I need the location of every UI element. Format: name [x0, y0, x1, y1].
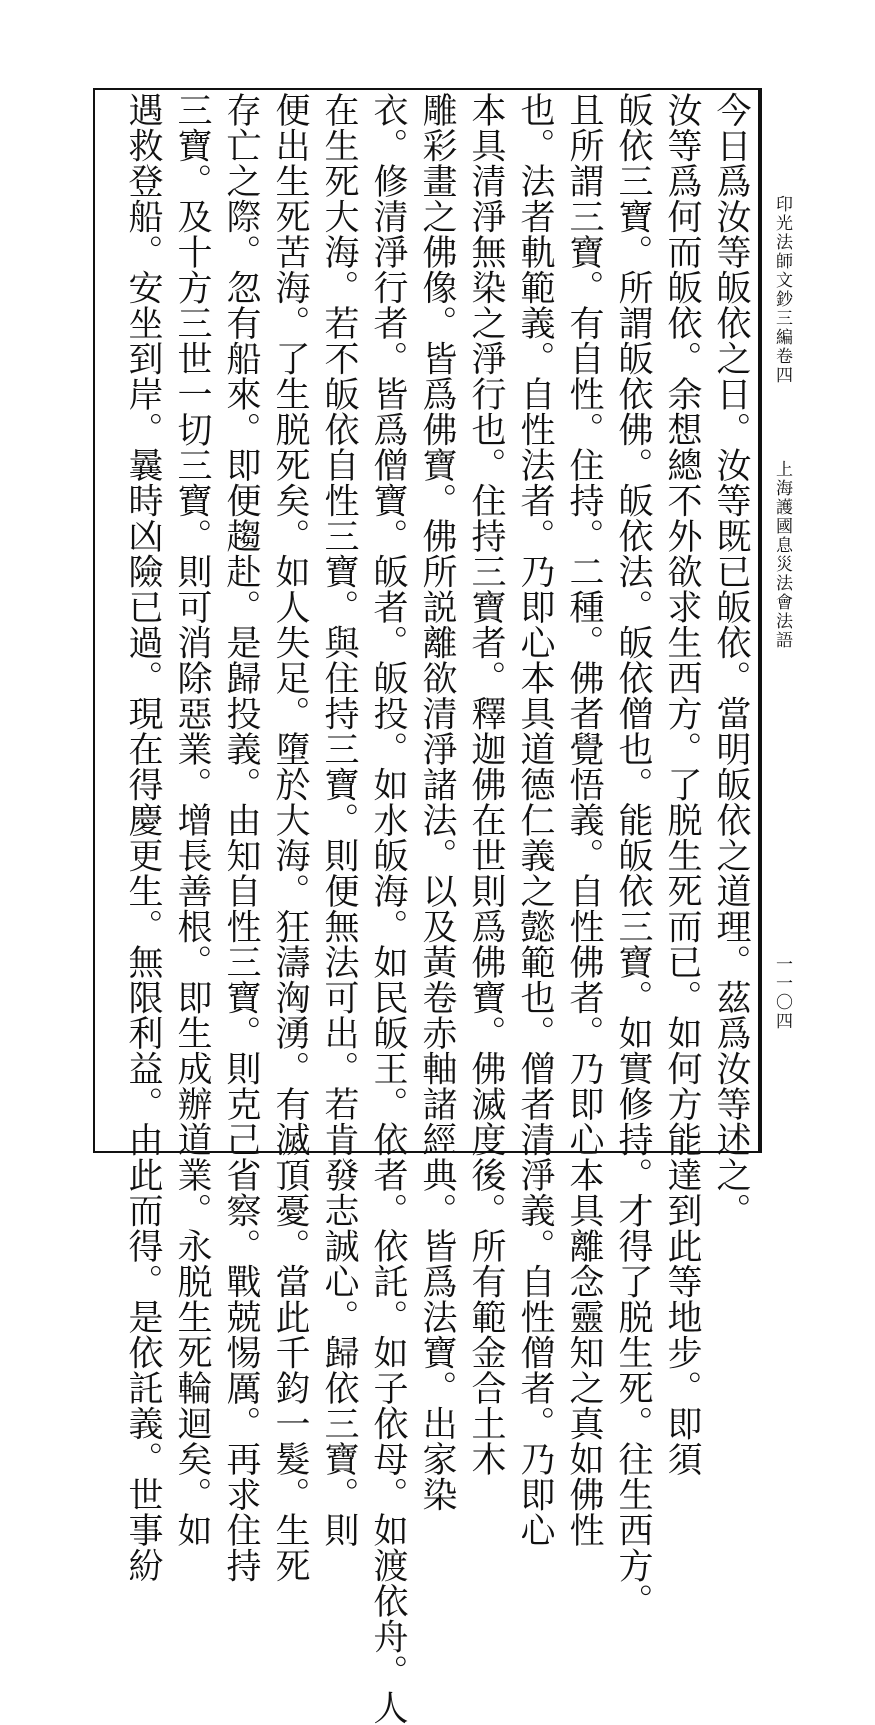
text-column: 且所謂三寶。有自性。住持。二種。佛者覺悟義。自性佛者。乃即心本具離念靈知之真如佛性	[564, 92, 604, 1548]
text-column: 也。法者軌範義。自性法者。乃即心本具道德仁義之懿範也。僧者清淨義。自性僧者。乃即心	[515, 92, 555, 1548]
text-column: 雕彩畫之佛像。皆爲佛寶。佛所説離欲清淨諸法。以及黃卷赤軸諸經典。皆爲法寶。出家染	[417, 92, 457, 1512]
section-title: 上海護國息災法會法語	[772, 460, 792, 650]
text-column: 便出生死苦海。了生脱死矣。如人失足。墮於大海。狂濤洶湧。有滅頂憂。當此千鈞一髮。生死	[270, 92, 310, 1583]
text-column: 汝等爲何而皈依。余想總不外欲求生西方。了脱生死而已。如何方能達到此等地步。即須	[662, 92, 702, 1477]
page-number: 一一〇四	[772, 955, 792, 1031]
text-column: 皈依三寶。所謂皈依佛。皈依法。皈依僧也。能皈依三寶。如實修持。才得了脱生死。往生西方。	[613, 92, 653, 1619]
text-column: 今日爲汝等皈依之日。汝等既已皈依。當明皈依之道理。茲爲汝等述之。	[711, 92, 751, 1228]
book-title: 印光法師文鈔三編卷四	[772, 195, 792, 385]
text-column: 存亡之際。忽有船來。即便趨赴。是歸投義。由知自性三寶。則克己省察。戰兢惕厲。再求住持	[221, 92, 261, 1583]
text-column: 本具清淨無染之淨行也。住持三寶者。釋迦佛在世則爲佛寶。佛滅度後。所有範金合土木	[466, 92, 506, 1477]
text-column: 遇救登船。安坐到岸。曩時凶險已過。現在得慶更生。無限利益。由此而得。是依託義。世事紛	[123, 92, 163, 1583]
text-column: 在生死大海。若不皈依自性三寶。與住持三寶。則便無法可出。若肯發志誠心。歸依三寶。則	[319, 92, 359, 1548]
header-divider	[760, 88, 762, 1153]
text-column: 三寶。及十方三世一切三寶。則可消除惡業。增長善根。即生成辦道業。永脱生死輪迴矣。如	[172, 92, 212, 1548]
text-column: 衣。修清淨行者。皆爲僧寶。皈者。皈投。如水皈海。如民皈王。依者。依託。如子依母。如渡依舟。人	[368, 92, 408, 1725]
